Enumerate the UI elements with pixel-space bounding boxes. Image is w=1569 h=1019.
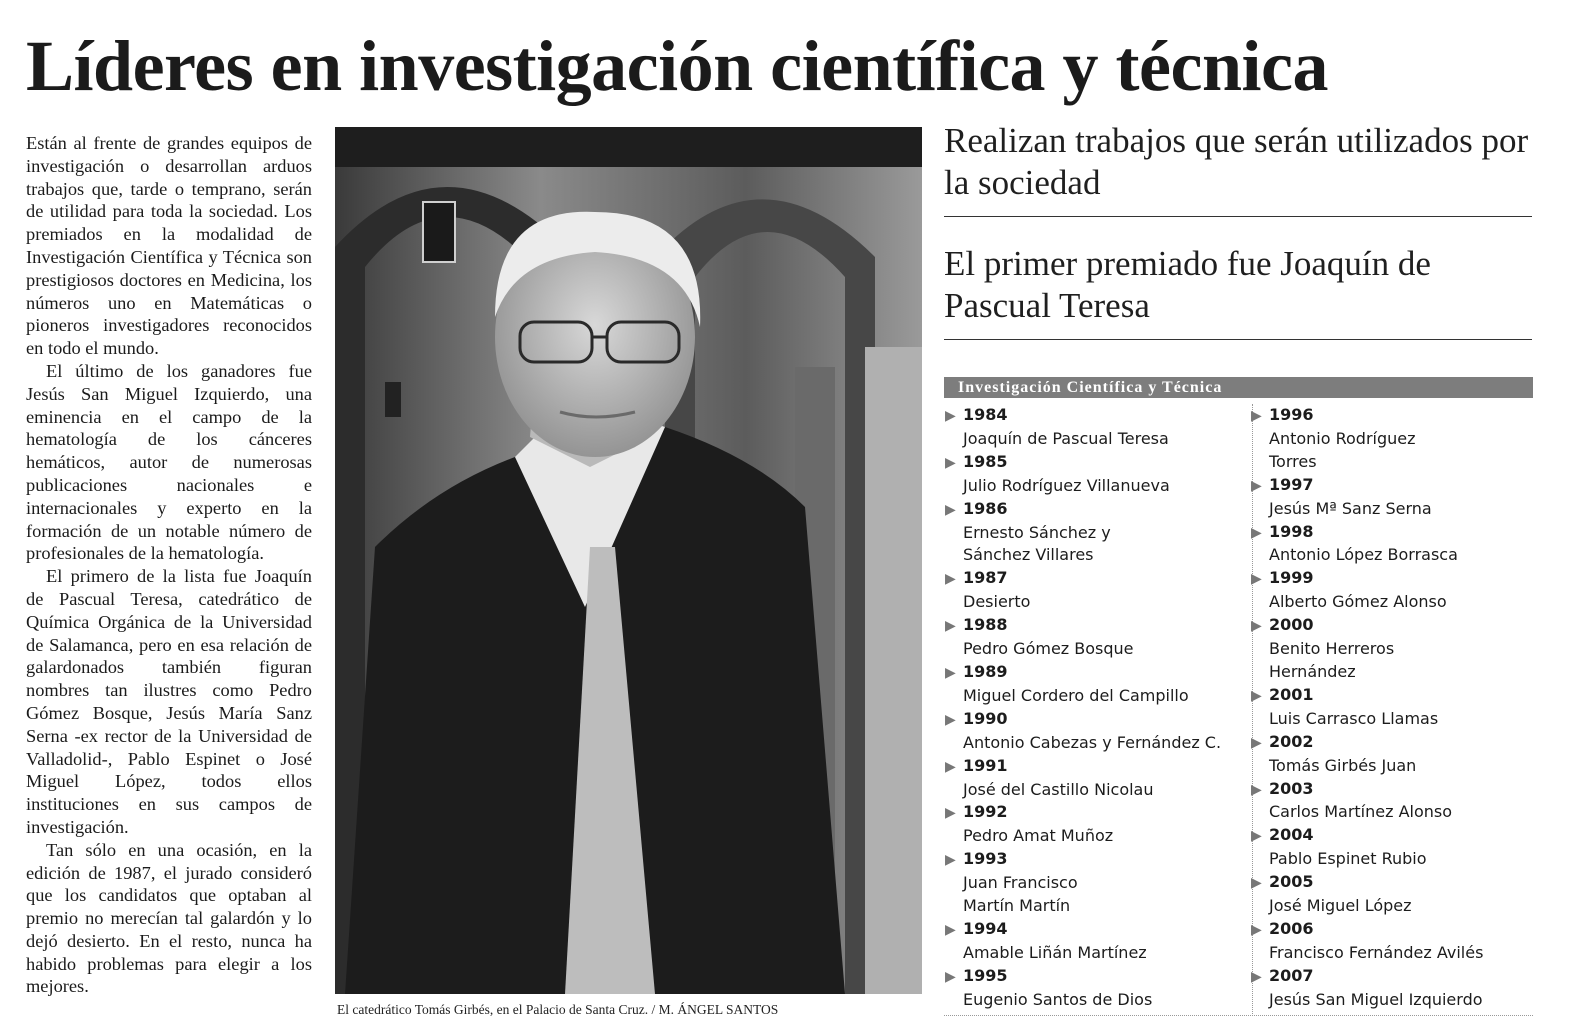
winner-entry — [1251, 918, 1551, 965]
winner-name: Benito Herreros — [1269, 639, 1395, 659]
arrow-icon: ▶ — [1251, 828, 1262, 845]
winner-name: Amable Liñán Martínez — [963, 942, 1147, 962]
winner-name: Jesús Mª Sanz Serna — [1269, 498, 1432, 518]
winner-entry — [1251, 731, 1551, 778]
winner-entry — [945, 451, 1245, 498]
winner-year — [945, 404, 1245, 428]
winner-year — [1251, 778, 1551, 802]
winner-entry — [945, 404, 1245, 451]
winners-box-title: Investigación Científica y Técnica — [944, 377, 1533, 398]
year-text: 1994 — [963, 918, 1008, 938]
winner-name: Antonio Cabezas y Fernández C. — [963, 732, 1222, 752]
winner-entry — [945, 708, 1245, 755]
arrow-icon: ▶ — [1251, 687, 1262, 704]
winner-year — [945, 918, 1245, 942]
arrow-icon: ▶ — [1251, 921, 1262, 938]
divider — [944, 216, 1532, 217]
winner-entry — [1251, 474, 1551, 521]
winner-year — [1251, 684, 1551, 708]
winner-entry — [1251, 567, 1551, 614]
arrow-icon: ▶ — [945, 921, 956, 938]
winner-entry — [945, 614, 1245, 661]
winner-year — [945, 567, 1245, 591]
winner-entry — [945, 498, 1245, 568]
winner-year — [1251, 474, 1551, 498]
winner-name-cont: Martín Martín — [963, 896, 1071, 916]
winner-name: Antonio López Borrasca — [1269, 545, 1458, 565]
winner-entry — [945, 965, 1245, 1012]
winner-year — [1251, 614, 1551, 638]
winner-year — [945, 708, 1245, 732]
arrow-icon: ▶ — [1251, 524, 1262, 541]
arrow-icon: ▶ — [945, 454, 956, 471]
year-text: 1985 — [963, 451, 1008, 471]
winner-name: Carlos Martínez Alonso — [1269, 802, 1453, 822]
winner-year — [945, 451, 1245, 475]
portrait-illustration — [335, 127, 922, 994]
year-text: 2002 — [1269, 731, 1314, 751]
arrow-icon: ▶ — [945, 664, 956, 681]
year-text: 1986 — [963, 498, 1008, 518]
body-paragraph: El primero de la lista fue Joaquín de Pascual Teresa, catedrático de Química Orgánica de la Universidad de Salamanca, pero en esa relación de galardonados también figuran nombres tan ilustres como Pedro Gómez Bosque, Jesús María Sanz Serna -ex rector de la Universidad de Valladolid-, Pablo Espinet o José Miguel López, todos ellos instituciones en sus campos de investigación. — [26, 566, 312, 837]
year-text: 1991 — [963, 755, 1008, 775]
winner-year — [1251, 567, 1551, 591]
winner-year — [945, 661, 1245, 685]
winner-name: José del Castillo Nicolau — [963, 779, 1154, 799]
body-paragraph: El último de los ganadores fue Jesús San Miguel Izquierdo, una eminencia en el campo de la hematología de los cánceres hemáticos, autor de numerosas publicaciones nacionales e internacionales y experto en la formación de un notable número de profesionales de la hematología. — [26, 360, 312, 564]
winner-entry — [1251, 684, 1551, 731]
winner-entry — [1251, 614, 1551, 684]
body-paragraph: Están al frente de grandes equipos de investigación o desarrollan arduos trabajos que, tarde o temprano, serán de utilidad para toda la sociedad. Los premiados en la modalidad de Investigación Científica y Técnica son prestigiosos doctores en Medicina, los números uno en Matemáticas o pioneros investigadores reconocidos en todo el mundo. — [26, 133, 312, 359]
year-text: 1995 — [963, 965, 1008, 985]
winner-year — [945, 848, 1245, 872]
winner-name: Francisco Fernández Avilés — [1269, 942, 1484, 962]
winner-year — [1251, 824, 1551, 848]
winner-name: Luis Carrasco Llamas — [1269, 708, 1439, 728]
year-text: 1997 — [1269, 474, 1314, 494]
winner-year — [945, 965, 1245, 989]
year-text: 1990 — [963, 708, 1008, 728]
winner-name: Pedro Amat Muñoz — [963, 826, 1114, 846]
winner-year — [1251, 521, 1551, 545]
winner-entry — [1251, 965, 1551, 1012]
winner-year — [1251, 918, 1551, 942]
box-bottom-border — [944, 1015, 1533, 1016]
arrow-icon: ▶ — [1251, 968, 1262, 985]
body-paragraph: Tan sólo en una ocasión, en la edición de 1987, el jurado consideró que los candidatos que optaban al premio no merecían tal galardón y lo dejó desierto. En el resto, nunca ha habido problemas para elegir a los mejores. — [26, 839, 312, 997]
arrow-icon: ▶ — [945, 571, 956, 588]
winner-year — [945, 498, 1245, 522]
winner-entry — [945, 848, 1245, 918]
arrow-icon: ▶ — [1251, 875, 1262, 892]
winner-name: Tomás Girbés Juan — [1269, 755, 1417, 775]
winner-name: Jesús San Miguel Izquierdo — [1269, 989, 1483, 1009]
winner-name: Alberto Gómez Alonso — [1269, 592, 1447, 612]
arrow-icon: ▶ — [1251, 477, 1262, 494]
winner-entry — [1251, 824, 1551, 871]
winner-name-cont: Hernández — [1269, 661, 1356, 681]
year-text: 1993 — [963, 849, 1008, 869]
arrow-icon: ▶ — [1251, 571, 1262, 588]
winner-entry — [1251, 871, 1551, 918]
year-text: 2003 — [1269, 778, 1314, 798]
arrow-icon: ▶ — [945, 852, 956, 869]
winner-entry — [1251, 404, 1551, 474]
winner-year — [945, 614, 1245, 638]
arrow-icon: ▶ — [945, 618, 956, 635]
winner-year — [1251, 871, 1551, 895]
winner-name: Eugenio Santos de Dios — [963, 989, 1153, 1009]
arrow-icon: ▶ — [945, 758, 956, 775]
divider — [944, 339, 1532, 340]
arrow-icon: ▶ — [945, 805, 956, 822]
year-text: 1989 — [963, 661, 1008, 681]
winner-year — [1251, 731, 1551, 755]
winners-list-left — [945, 404, 1245, 1012]
winner-name: Ernesto Sánchez y — [963, 522, 1111, 542]
arrow-icon: ▶ — [945, 501, 956, 518]
subheadline-2: El primer premiado fue Joaquín de Pascual Teresa — [944, 244, 1431, 325]
arrow-icon: ▶ — [945, 408, 956, 424]
winner-name-cont: Sánchez Villares — [963, 545, 1094, 565]
winner-entry — [945, 661, 1245, 708]
winner-entry — [1251, 521, 1551, 568]
headline: Líderes en investigación científica y técnica — [26, 26, 1328, 106]
year-text: 2007 — [1269, 965, 1314, 985]
winner-year — [1251, 404, 1551, 428]
photo-caption: El catedrático Tomás Girbés, en el Palacio de Santa Cruz. / M. ÁNGEL SANTOS — [337, 1002, 779, 1017]
winner-name: Joaquín de Pascual Teresa — [963, 428, 1169, 448]
year-text: 1999 — [1269, 568, 1314, 588]
winner-name: Antonio Rodríguez — [1269, 428, 1416, 448]
year-text: 1987 — [963, 568, 1008, 588]
winner-entry — [1251, 778, 1551, 825]
year-text: 2006 — [1269, 918, 1314, 938]
portrait-photo — [335, 127, 922, 994]
winner-year — [1251, 965, 1551, 989]
winner-entry — [945, 567, 1245, 614]
winner-entry — [945, 801, 1245, 848]
year-text: 1998 — [1269, 521, 1314, 541]
arrow-icon: ▶ — [1251, 781, 1262, 798]
winner-name: Pedro Gómez Bosque — [963, 639, 1134, 659]
arrow-icon: ▶ — [1251, 734, 1262, 751]
year-text: 1992 — [963, 802, 1008, 822]
winner-name: Julio Rodríguez Villanueva — [963, 475, 1170, 495]
winner-name: Juan Francisco — [963, 873, 1078, 893]
arrow-icon: ▶ — [945, 711, 956, 728]
year-text: 2004 — [1269, 825, 1314, 845]
winner-entry — [945, 755, 1245, 802]
winner-name: José Miguel López — [1269, 896, 1412, 916]
winner-name-cont: Torres — [1269, 451, 1317, 471]
year-text: 2005 — [1269, 872, 1314, 892]
year-text: 1988 — [963, 615, 1008, 635]
arrow-icon: ▶ — [1251, 618, 1262, 635]
winner-name: Miguel Cordero del Campillo — [963, 685, 1189, 705]
winner-year — [945, 801, 1245, 825]
winner-name: Pablo Espinet Rubio — [1269, 849, 1427, 869]
subheadline-1: Realizan trabajos que serán utilizados por la sociedad — [944, 121, 1529, 202]
winners-list-right — [1251, 404, 1551, 1012]
year-text: 1996 — [1269, 405, 1314, 424]
article-body — [26, 132, 312, 998]
arrow-icon: ▶ — [945, 968, 956, 985]
year-text: 2000 — [1269, 615, 1314, 635]
winner-entry — [945, 918, 1245, 965]
year-text: 2001 — [1269, 684, 1314, 704]
year-text: 1984 — [963, 405, 1008, 424]
winner-name: Desierto — [963, 592, 1031, 612]
arrow-icon: ▶ — [1251, 408, 1262, 424]
winner-year — [945, 755, 1245, 779]
